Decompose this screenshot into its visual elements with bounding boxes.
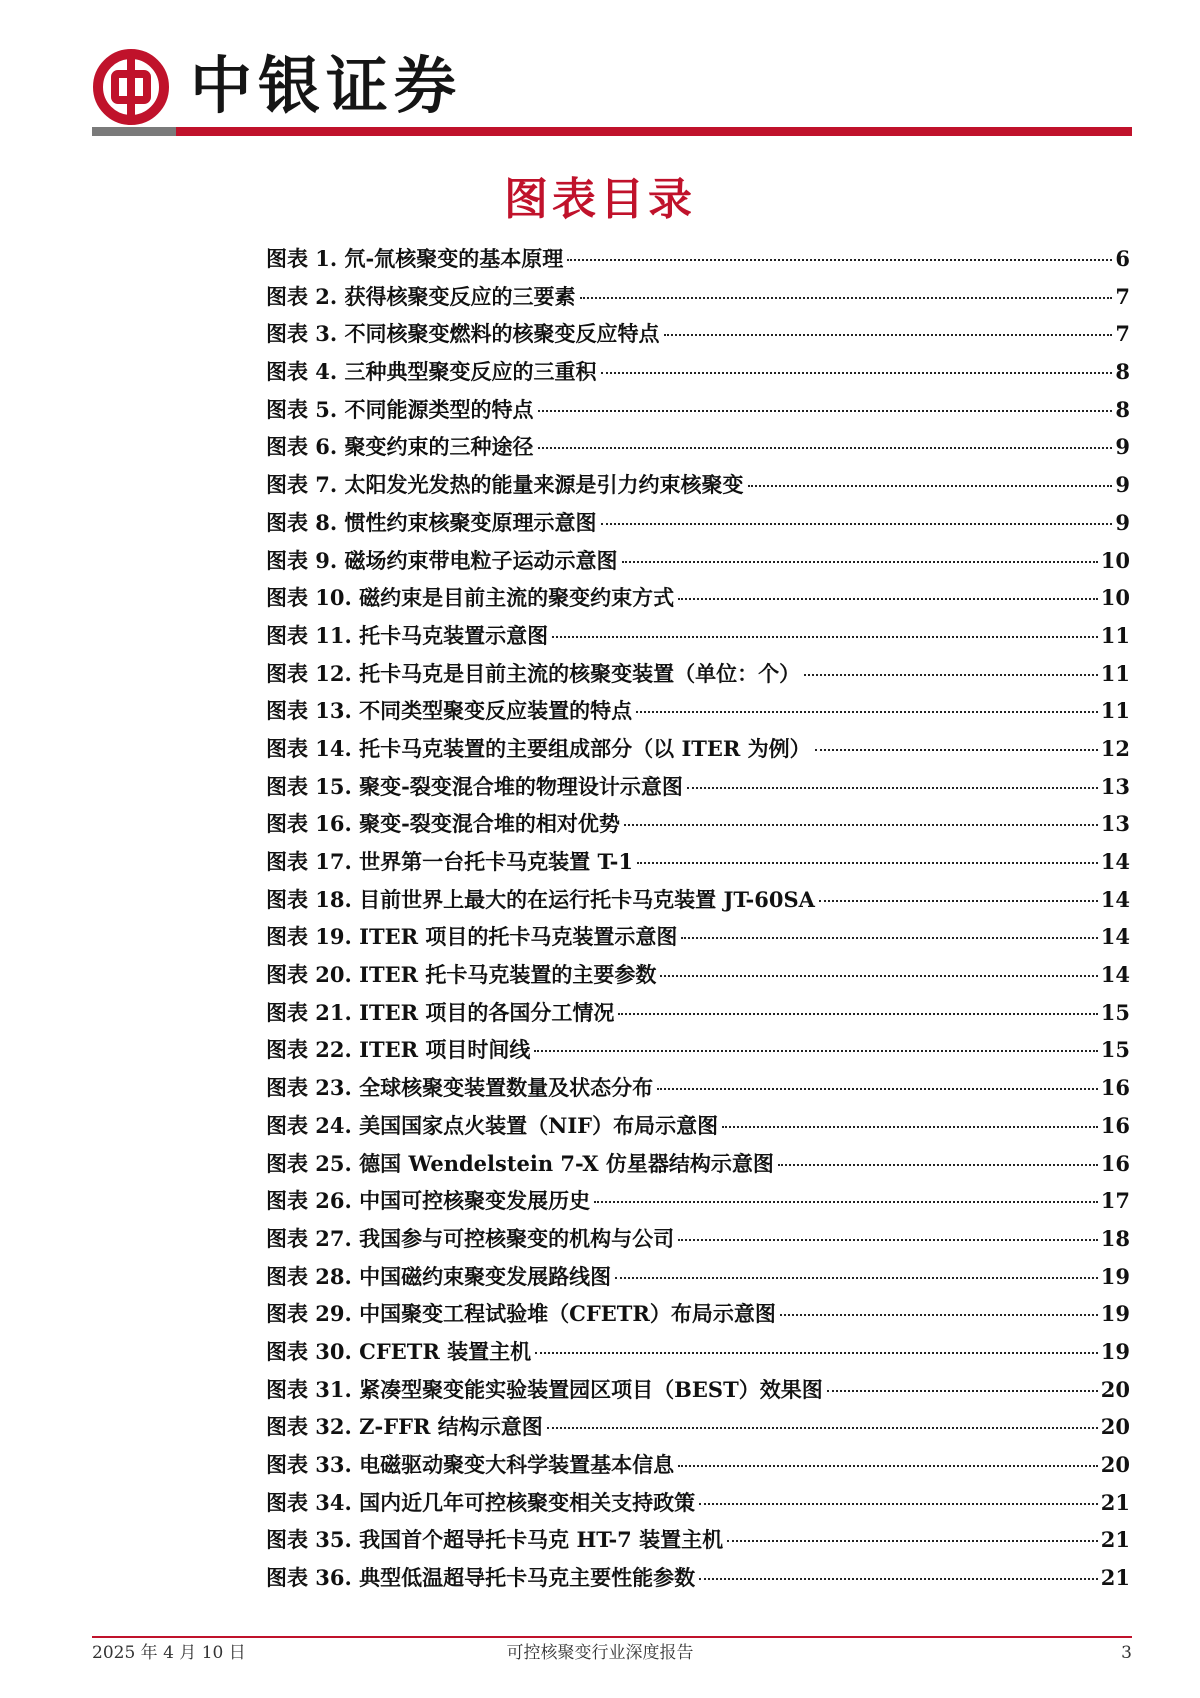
footer-rule — [92, 1636, 1132, 1638]
toc-entry-label: 图表 6. 聚变约束的三种途径 — [266, 434, 534, 460]
toc-dot-leader — [815, 749, 1098, 751]
toc-entry-page: 11 — [1100, 698, 1130, 724]
toc-entry-page: 19 — [1100, 1301, 1130, 1327]
brand-name: 中银证券 — [190, 49, 463, 122]
toc-entry[interactable] — [266, 886, 1130, 924]
toc-entry[interactable] — [266, 1526, 1130, 1564]
footer-report-title: 可控核聚变行业深度报告 — [506, 1643, 694, 1663]
toc-entry[interactable] — [266, 1564, 1130, 1602]
toc-entry[interactable] — [266, 1376, 1130, 1414]
toc-entry[interactable] — [266, 509, 1130, 547]
footer-page-number: 3 — [1121, 1643, 1132, 1663]
toc-entry-label: 图表 16. 聚变-裂变混合堆的相对优势 — [266, 811, 620, 837]
toc-entry-label: 图表 8. 惯性约束核聚变原理示意图 — [266, 509, 597, 535]
toc-dot-leader — [618, 1013, 1097, 1015]
toc-entry[interactable] — [266, 547, 1130, 585]
toc-entry-page: 7 — [1115, 283, 1130, 309]
toc-dot-leader — [660, 975, 1097, 977]
toc-entry-page: 16 — [1100, 1150, 1130, 1176]
toc-entry-page: 21 — [1100, 1527, 1130, 1553]
toc-entry-label: 图表 10. 磁约束是目前主流的聚变约束方式 — [266, 585, 675, 611]
toc-entry-label: 图表 36. 典型低温超导托卡马克主要性能参数 — [266, 1565, 696, 1591]
toc-dot-leader — [699, 1578, 1098, 1580]
toc-entry-page: 15 — [1100, 1037, 1130, 1063]
toc-entry-label: 图表 32. Z-FFR 结构示意图 — [266, 1414, 543, 1440]
toc-dot-leader — [624, 824, 1098, 826]
toc-entry-label: 图表 15. 聚变-裂变混合堆的物理设计示意图 — [266, 773, 683, 799]
toc-entry[interactable] — [266, 810, 1130, 848]
toc-dot-leader — [535, 1352, 1098, 1354]
toc-entry[interactable] — [266, 961, 1130, 999]
toc-entry[interactable] — [266, 433, 1130, 471]
toc-entry-label: 图表 21. ITER 项目的各国分工情况 — [266, 999, 615, 1025]
toc-entry-label: 图表 17. 世界第一台托卡马克装置 T-1 — [266, 849, 633, 874]
toc-entry-page: 17 — [1100, 1188, 1130, 1214]
toc-entry-label: 图表 9. 磁场约束带电粒子运动示意图 — [266, 547, 618, 573]
toc-title: 图表目录 — [504, 174, 696, 225]
toc-entry-label: 图表 22. ITER 项目时间线 — [266, 1037, 531, 1063]
header-rule-gray — [92, 127, 176, 136]
toc-entry[interactable] — [266, 1263, 1130, 1301]
bank-of-china-logo-icon — [92, 48, 170, 126]
toc-entry[interactable] — [266, 923, 1130, 961]
toc-entry[interactable] — [266, 697, 1130, 735]
toc-dot-leader — [748, 485, 1113, 487]
page-header — [92, 45, 1132, 135]
toc-entry-page: 8 — [1115, 359, 1130, 385]
toc-entry-label: 图表 12. 托卡马克是目前主流的核聚变装置（单位：个） — [266, 660, 801, 686]
toc-entry-page: 16 — [1100, 1112, 1130, 1138]
toc-entry-page: 19 — [1100, 1263, 1130, 1289]
toc-entry[interactable] — [266, 773, 1130, 811]
toc-dot-leader — [615, 1277, 1098, 1279]
toc-dot-leader — [534, 1050, 1097, 1052]
toc-entry-label: 图表 7. 太阳发光发热的能量来源是引力约束核聚变 — [266, 472, 744, 498]
toc-dot-leader — [636, 711, 1098, 713]
toc-entry-label: 图表 3. 不同核聚变燃料的核聚变反应特点 — [266, 321, 660, 347]
toc-dot-leader — [819, 900, 1098, 902]
toc-entry-label: 图表 27. 我国参与可控核聚变的机构与公司 — [266, 1225, 675, 1251]
toc-entry[interactable] — [266, 1150, 1130, 1188]
toc-dot-leader — [622, 561, 1098, 563]
toc-entry-page: 11 — [1100, 622, 1130, 648]
toc-dot-leader — [552, 636, 1098, 638]
toc-entry-page: 8 — [1115, 396, 1130, 422]
toc-entry-page: 15 — [1100, 999, 1130, 1025]
toc-entry-label: 图表 33. 电磁驱动聚变大科学装置基本信息 — [266, 1452, 675, 1477]
toc-entry-page: 13 — [1100, 811, 1130, 837]
toc-entry[interactable] — [266, 1187, 1130, 1225]
toc-entry[interactable] — [266, 584, 1130, 622]
toc-entry[interactable] — [266, 1036, 1130, 1074]
toc-entry-page: 6 — [1115, 246, 1130, 271]
toc-entry-label: 图表 24. 美国国家点火装置（NIF）布局示意图 — [266, 1112, 719, 1138]
toc-entry-label: 图表 1. 氘-氚核聚变的基本原理 — [266, 246, 564, 271]
toc-entry[interactable] — [266, 1338, 1130, 1376]
toc-entry[interactable] — [266, 1225, 1130, 1263]
toc-dot-leader — [681, 937, 1097, 939]
toc-entry-page: 14 — [1100, 962, 1130, 988]
toc-entry[interactable] — [266, 471, 1130, 509]
header-rule-red — [176, 127, 1132, 136]
toc-entry-page: 10 — [1100, 585, 1130, 611]
toc-entry[interactable] — [266, 1112, 1130, 1150]
toc-dot-leader — [722, 1126, 1098, 1128]
toc-entry-page: 13 — [1100, 773, 1130, 799]
toc-entry-label: 图表 30. CFETR 装置主机 — [266, 1338, 532, 1364]
toc-dot-leader — [538, 410, 1113, 412]
toc-dot-leader — [567, 259, 1112, 261]
toc-entry[interactable] — [266, 283, 1130, 321]
toc-entry-label: 图表 34. 国内近几年可控核聚变相关支持政策 — [266, 1489, 696, 1515]
toc-entry[interactable] — [266, 660, 1130, 698]
toc-entry-page: 7 — [1115, 321, 1130, 347]
toc-dot-leader — [657, 1088, 1098, 1090]
toc-entry-label: 图表 4. 三种典型聚变反应的三重积 — [266, 359, 597, 385]
toc-entry-label: 图表 31. 紧凑型聚变能实验装置园区项目（BEST）效果图 — [266, 1376, 823, 1402]
toc-entry[interactable] — [266, 245, 1130, 283]
toc-dot-leader — [637, 862, 1098, 864]
toc-entry-page: 10 — [1100, 547, 1130, 573]
toc-entry-label: 图表 18. 目前世界上最大的在运行托卡马克装置 JT-60SA — [266, 886, 815, 912]
toc-dot-leader — [601, 523, 1113, 525]
toc-dot-leader — [678, 1239, 1098, 1241]
toc-list — [266, 245, 1130, 1602]
toc-dot-leader — [804, 674, 1098, 676]
toc-dot-leader — [580, 297, 1113, 299]
toc-dot-leader — [778, 1164, 1098, 1166]
toc-dot-leader — [594, 1201, 1098, 1203]
toc-entry-page: 11 — [1100, 660, 1130, 686]
toc-dot-leader — [538, 447, 1113, 449]
toc-dot-leader — [827, 1390, 1098, 1392]
toc-entry-page: 19 — [1100, 1338, 1130, 1364]
toc-entry-page: 14 — [1100, 886, 1130, 912]
toc-entry[interactable] — [266, 1489, 1130, 1527]
toc-entry-page: 20 — [1100, 1376, 1130, 1402]
toc-entry-page: 18 — [1100, 1225, 1130, 1251]
toc-dot-leader — [601, 372, 1113, 374]
toc-entry[interactable] — [266, 1451, 1130, 1489]
toc-dot-leader — [727, 1540, 1098, 1542]
toc-entry-label: 图表 23. 全球核聚变装置数量及状态分布 — [266, 1075, 654, 1101]
toc-entry-label: 图表 2. 获得核聚变反应的三要素 — [266, 283, 576, 309]
toc-entry-label: 图表 13. 不同类型聚变反应装置的特点 — [266, 698, 633, 724]
toc-entry[interactable] — [266, 735, 1130, 773]
toc-entry[interactable] — [266, 1413, 1130, 1451]
footer-date: 2025 年 4 月 10 日 — [92, 1643, 246, 1663]
toc-entry-page: 20 — [1100, 1414, 1130, 1440]
toc-entry-label: 图表 26. 中国可控核聚变发展历史 — [266, 1188, 591, 1214]
toc-entry-label: 图表 28. 中国磁约束聚变发展路线图 — [266, 1263, 612, 1289]
toc-entry[interactable] — [266, 1074, 1130, 1112]
toc-entry-page: 9 — [1115, 509, 1130, 535]
toc-entry[interactable] — [266, 320, 1130, 358]
toc-entry-page: 16 — [1100, 1075, 1130, 1101]
toc-entry-page: 9 — [1115, 434, 1130, 460]
toc-entry-label: 图表 25. 德国 Wendelstein 7-X 仿星器结构示意图 — [266, 1150, 774, 1176]
toc-entry[interactable] — [266, 1300, 1130, 1338]
toc-dot-leader — [547, 1427, 1098, 1429]
toc-entry-label: 图表 29. 中国聚变工程试验堆（CFETR）布局示意图 — [266, 1301, 776, 1327]
toc-entry-label: 图表 11. 托卡马克装置示意图 — [266, 622, 549, 648]
toc-entry[interactable] — [266, 848, 1130, 886]
toc-entry-page: 14 — [1100, 849, 1130, 874]
toc-entry-page: 9 — [1115, 472, 1130, 498]
toc-dot-leader — [687, 787, 1098, 789]
toc-entry-page: 21 — [1100, 1489, 1130, 1515]
toc-entry[interactable] — [266, 358, 1130, 396]
toc-entry-label: 图表 20. ITER 托卡马克装置的主要参数 — [266, 962, 657, 988]
toc-dot-leader — [678, 598, 1098, 600]
toc-dot-leader — [699, 1503, 1098, 1505]
toc-entry-page: 20 — [1100, 1452, 1130, 1477]
toc-entry-page: 21 — [1100, 1565, 1130, 1591]
toc-entry[interactable] — [266, 622, 1130, 660]
toc-entry-label: 图表 5. 不同能源类型的特点 — [266, 396, 534, 422]
toc-entry-label: 图表 14. 托卡马克装置的主要组成部分（以 ITER 为例） — [266, 735, 811, 761]
toc-entry-page: 12 — [1100, 735, 1130, 761]
toc-entry-label: 图表 19. ITER 项目的托卡马克装置示意图 — [266, 924, 678, 950]
toc-dot-leader — [780, 1314, 1098, 1316]
toc-entry[interactable] — [266, 396, 1130, 434]
toc-entry[interactable] — [266, 999, 1130, 1037]
toc-dot-leader — [678, 1465, 1098, 1467]
toc-dot-leader — [664, 334, 1113, 336]
toc-entry-page: 14 — [1100, 924, 1130, 950]
toc-entry-label: 图表 35. 我国首个超导托卡马克 HT-7 装置主机 — [266, 1527, 724, 1553]
